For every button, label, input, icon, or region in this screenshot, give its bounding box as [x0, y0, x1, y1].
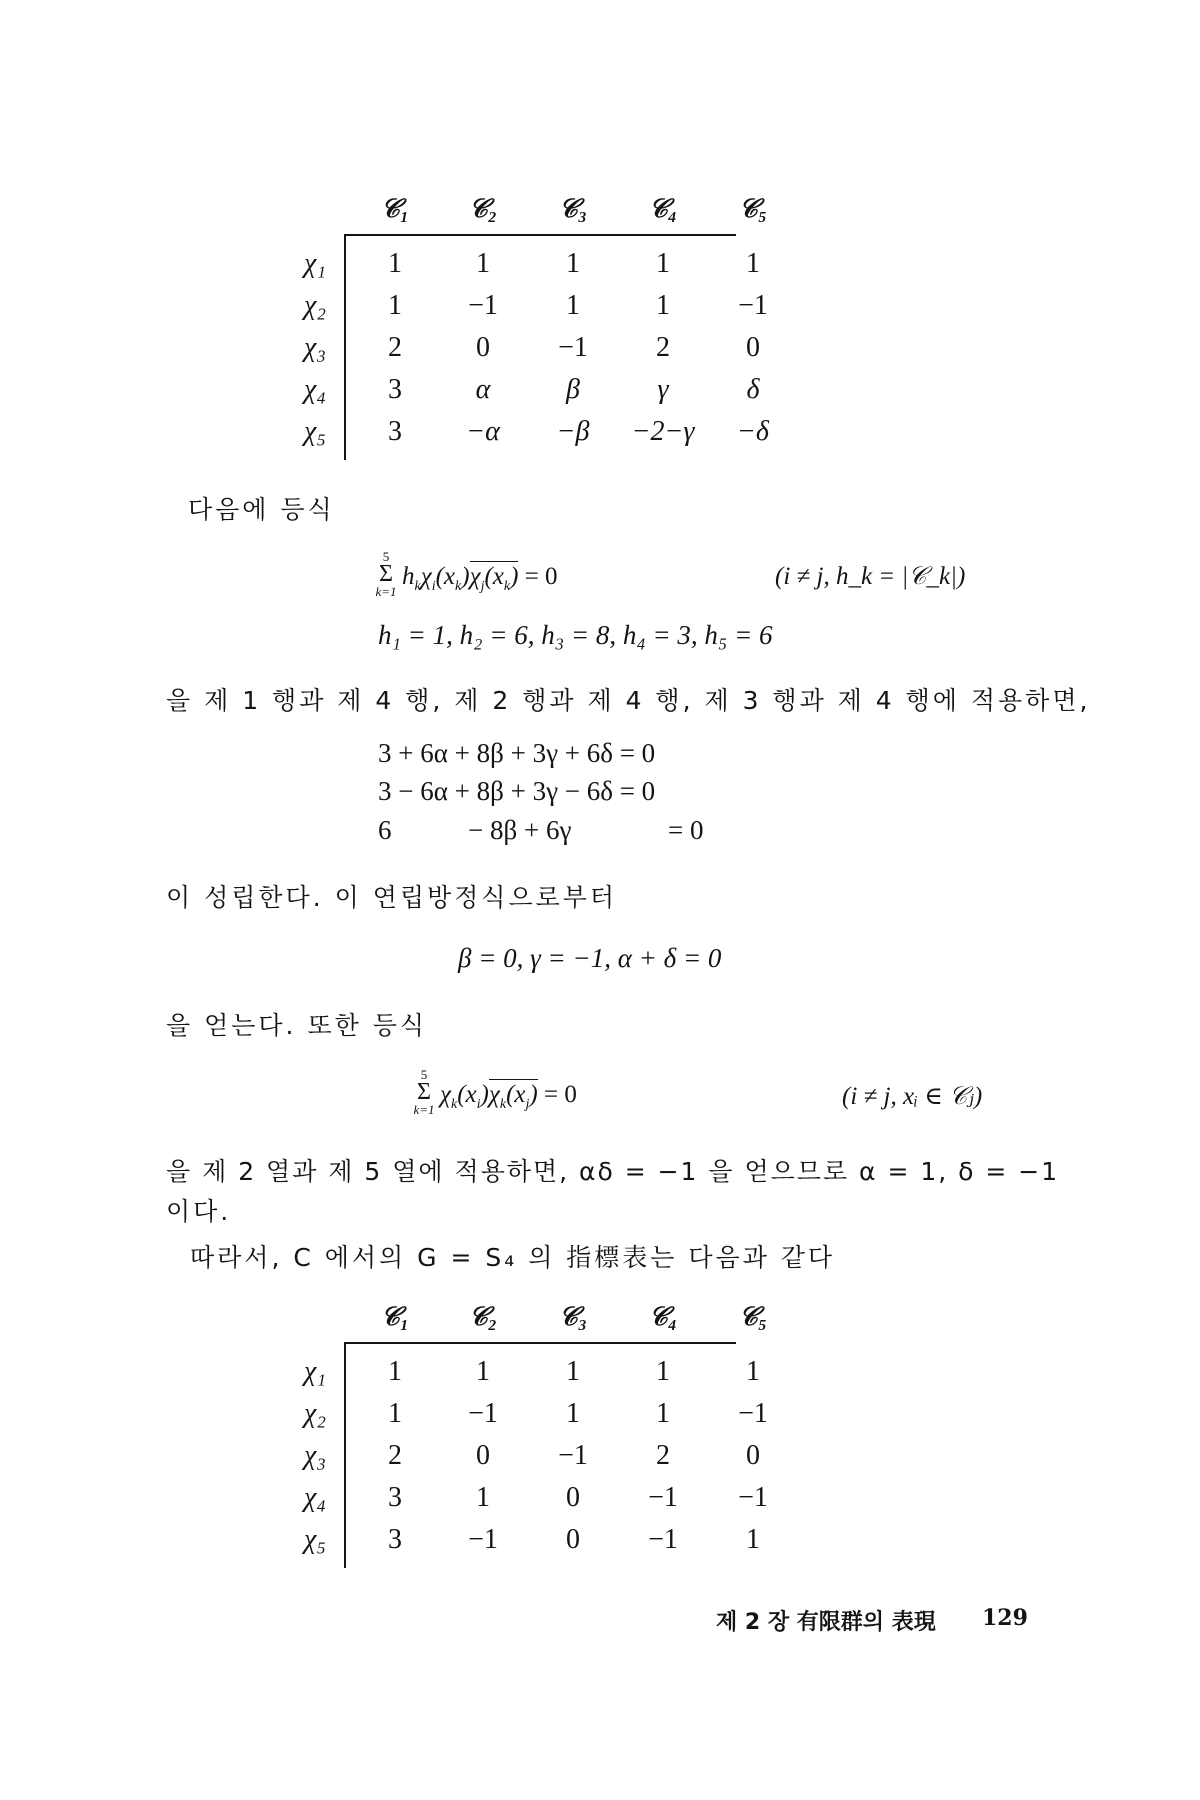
table-cell: γ — [657, 374, 669, 405]
table-cell: 1 — [388, 248, 402, 279]
table-cell: 2 — [656, 1440, 670, 1471]
table-cell: 1 — [746, 1356, 760, 1387]
table-column-header: 𝒞₄ — [648, 194, 678, 223]
table-cell: −1 — [558, 1440, 588, 1471]
table-cell: −2−γ — [631, 416, 695, 447]
table-column-header: 𝒞₃ — [558, 194, 588, 223]
table-cell: 0 — [476, 1440, 490, 1471]
table-cell: −1 — [738, 1482, 768, 1513]
paragraph-text: 다음에 등식 — [188, 495, 335, 524]
equation-line-2: 3 − 6α + 8β + 3γ − 6δ = 0 — [378, 776, 656, 806]
paragraph-text: 따라서, C 에서의 G = S₄ 의 指標表는 다음과 같다 — [190, 1243, 836, 1272]
table-column-header: 𝒞₃ — [558, 1302, 588, 1331]
table-cell: 3 — [388, 1482, 402, 1513]
summation-sign: 5 Σ k=1 — [413, 1067, 435, 1117]
table-cell: −1 — [468, 1398, 498, 1429]
table-column-header: 𝒞₂ — [468, 194, 498, 223]
table-cell: 0 — [476, 332, 490, 363]
table-cell: 1 — [746, 248, 760, 279]
table-row-header: χ₄ — [303, 1482, 326, 1513]
table-row-header: χ₂ — [303, 290, 326, 321]
table-cell: 3 — [388, 374, 402, 405]
table-cell: 1 — [476, 1482, 490, 1513]
table-cell: 0 — [746, 332, 760, 363]
table-cell: 0 — [566, 1524, 580, 1555]
table-cell: 1 — [388, 1356, 402, 1387]
table-cell: 1 — [566, 248, 580, 279]
table-row-header: χ₁ — [303, 248, 326, 279]
table-cell: −1 — [468, 1524, 498, 1555]
table-column-header: 𝒞₁ — [380, 194, 410, 223]
table-row-header: χ₂ — [303, 1398, 326, 1429]
table-cell: 1 — [746, 1524, 760, 1555]
page-number: 129 — [982, 1605, 1028, 1631]
equation-solution: β = 0, γ = −1, α + δ = 0 — [458, 943, 722, 973]
table-cell: 1 — [476, 248, 490, 279]
table-header-rule — [344, 1342, 736, 1344]
table-cell: 1 — [566, 290, 580, 321]
equation-class-sizes: h₁ = 1, h₂ = 6, h₃ = 8, h₄ = 3, h₅ = 6 — [378, 620, 773, 650]
table-cell: −1 — [468, 290, 498, 321]
table-cell: 1 — [388, 1398, 402, 1429]
table-header-rule — [344, 234, 736, 236]
table-cell: 1 — [566, 1356, 580, 1387]
character-table-2 — [300, 1298, 800, 1578]
equation-line-3-lhs: 6 — [378, 815, 392, 845]
table-cell: −1 — [558, 332, 588, 363]
table-row-header: χ₁ — [303, 1356, 326, 1387]
table-column-header: 𝒞₁ — [380, 1302, 410, 1331]
equation-condition-2: (i ≠ j, xᵢ ∈ 𝒞ⱼ) — [842, 1083, 983, 1110]
table-cell: 1 — [656, 1398, 670, 1429]
table-column-header: 𝒞₄ — [648, 1302, 678, 1331]
paragraph-text: 을 제 2 열과 제 5 열에 적용하면, αδ = −1 을 얻으므로 α = 1, δ = −1 — [166, 1157, 1060, 1186]
table-cell: 3 — [388, 1524, 402, 1555]
table-column-header: 𝒞₂ — [468, 1302, 498, 1331]
table-cell: 2 — [388, 1440, 402, 1471]
table-cell: −β — [556, 416, 590, 447]
table-column-header: 𝒞₅ — [738, 194, 768, 223]
table-row-header: χ₃ — [303, 332, 326, 363]
table-cell: 1 — [656, 1356, 670, 1387]
table-column-header: 𝒞₅ — [738, 1302, 768, 1331]
table-row-header: χ₅ — [303, 416, 326, 447]
table-cell: −1 — [738, 1398, 768, 1429]
table-row-header: χ₅ — [303, 1524, 326, 1555]
table-cell: 2 — [656, 332, 670, 363]
table-cell: 1 — [476, 1356, 490, 1387]
equation-orthogonality-2: $\chi_k(x_i)\chi_k(x_j) = 0$ — [440, 1081, 577, 1112]
table-cell: 0 — [746, 1440, 760, 1471]
table-cell: −1 — [648, 1524, 678, 1555]
summation-sign: 5 Σ k=1 — [375, 549, 397, 599]
paragraph-text: 을 얻는다. 또한 등식 — [166, 1011, 427, 1040]
table-cell: 0 — [566, 1482, 580, 1513]
table-cell: 3 — [388, 416, 402, 447]
character-table-1 — [300, 190, 800, 470]
table-cell: −δ — [737, 416, 769, 447]
equation-line-3-rhs: = 0 — [668, 815, 704, 845]
paragraph-text: 을 제 1 행과 제 4 행, 제 2 행과 제 4 행, 제 3 행과 제 4 행에 적용하면, — [166, 686, 1091, 715]
equation-line-3-mid: − 8β + 6γ — [468, 815, 572, 845]
table-cell: 1 — [566, 1398, 580, 1429]
table-cell: 1 — [656, 248, 670, 279]
equation-condition-1: (i ≠ j, h_k = |𝒞_k|) — [775, 563, 966, 590]
table-cell: δ — [746, 374, 760, 405]
table-cell: −α — [466, 416, 500, 447]
table-cell: −1 — [648, 1482, 678, 1513]
table-cell: 1 — [388, 290, 402, 321]
equation-orthogonality-1: $h_k\chi_i(x_k)\chi_j(x_k) = 0$ — [402, 563, 558, 594]
table-cell: 1 — [656, 290, 670, 321]
running-footer-chapter: 제 2 장 有限群의 表現 — [716, 1610, 936, 1635]
table-cell: 2 — [388, 332, 402, 363]
table-row-header: χ₄ — [303, 374, 326, 405]
equation-line-1: 3 + 6α + 8β + 3γ + 6δ = 0 — [378, 738, 656, 768]
table-row-header: χ₃ — [303, 1440, 326, 1471]
paragraph-text: 이다. — [166, 1197, 232, 1226]
paragraph-text: 이 성립한다. 이 연립방정식으로부터 — [166, 883, 618, 912]
table-cell: α — [475, 374, 491, 405]
table-cell: −1 — [738, 290, 768, 321]
table-cell: β — [566, 374, 580, 405]
